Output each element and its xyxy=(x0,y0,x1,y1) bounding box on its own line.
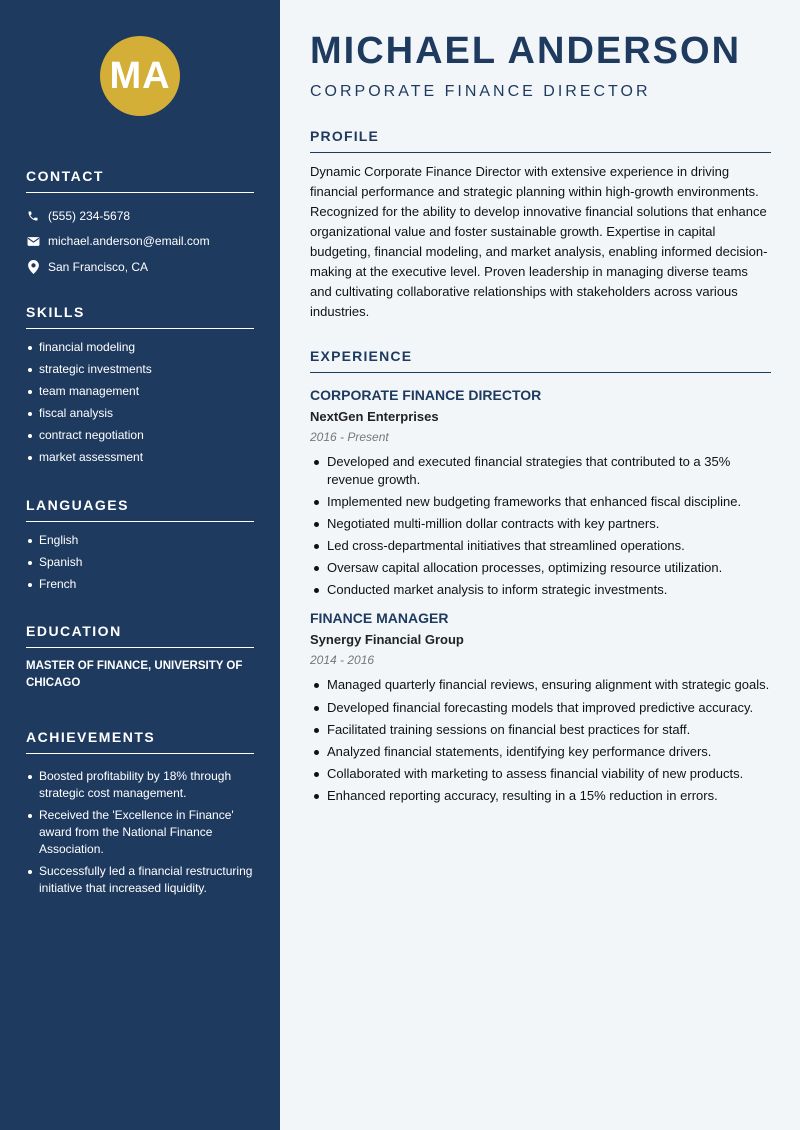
job-bullet: Oversaw capital allocation processes, optimizing resource utilization. xyxy=(310,559,771,577)
language-item: French xyxy=(26,576,254,593)
job-bullet: Conducted market analysis to inform strategic investments. xyxy=(310,581,771,599)
job-dates: 2014 - 2016 xyxy=(310,653,375,668)
skills-heading: SKILLS xyxy=(26,304,254,329)
achievement-item: Successfully led a financial restructuring initiative that increased liquidity. xyxy=(26,863,254,897)
location-icon xyxy=(26,260,40,274)
languages-section xyxy=(26,497,254,598)
education-heading: EDUCATION xyxy=(26,623,254,648)
achievements-section xyxy=(26,729,254,902)
profile-text: Dynamic Corporate Finance Director with extensive experience in driving financial performance and strategic planning within high-growth environments. Recognized for the ability to develop innovative financial solutions that enhance organizational value and foster sustainable growth. Expertise in capital budgeting, financial modeling, and market analysis, enabling informed decision-making at the executive level. Proven leadership in managing diverse teams and cultivating collaborative relationships with stakeholders across various industries. xyxy=(310,164,768,319)
skills-section xyxy=(26,304,254,471)
job-bullet: Analyzed financial statements, identifying key performance drivers. xyxy=(310,743,771,761)
job-bullet: Facilitated training sessions on financial best practices for staff. xyxy=(310,721,771,739)
job-dates: 2016 - Present xyxy=(310,430,389,444)
skill-item: fiscal analysis xyxy=(26,405,254,422)
job-bullet: Developed financial forecasting models that improved predictive accuracy. xyxy=(310,699,771,717)
job-title: FINANCE MANAGER xyxy=(310,610,449,627)
profile-heading: PROFILE xyxy=(310,128,771,153)
skill-item: strategic investments xyxy=(26,361,254,378)
achievement-item: Received the 'Excellence in Finance' award from the National Finance Association. xyxy=(26,807,254,858)
skill-item: team management xyxy=(26,383,254,400)
email-icon xyxy=(26,234,40,248)
company-name: Synergy Financial Group xyxy=(310,632,464,648)
job-bullet: Led cross-departmental initiatives that streamlined operations. xyxy=(310,537,771,555)
avatar-initials: MA xyxy=(100,36,180,116)
contact-text: San Francisco, CA xyxy=(48,259,149,274)
job-bullet: Enhanced reporting accuracy, resulting in a 15% reduction in errors. xyxy=(310,787,771,805)
job-bullet: Developed and executed financial strategies that contributed to a 35% revenue growth. xyxy=(310,453,771,488)
skill-item: market assessment xyxy=(26,449,254,466)
experience-section xyxy=(310,348,771,809)
job-title: CORPORATE FINANCE DIRECTOR xyxy=(310,387,542,403)
skill-item: financial modeling xyxy=(26,339,254,356)
profile-section xyxy=(310,128,771,322)
language-item: English xyxy=(26,532,254,549)
education-degree: MASTER OF FINANCE, UNIVERSITY OF CHICAGO xyxy=(26,660,243,689)
candidate-name: MICHAEL ANDERSON xyxy=(310,30,742,72)
job-entry xyxy=(310,387,771,598)
achievements-heading: ACHIEVEMENTS xyxy=(26,729,254,754)
job-bullet: Collaborated with marketing to assess financial viability of new products. xyxy=(310,765,771,783)
education-section xyxy=(26,623,254,692)
languages-heading: LANGUAGES xyxy=(26,497,254,522)
contact-text: michael.anderson@email.com xyxy=(48,234,210,249)
contact-text: (555) 234-5678 xyxy=(48,208,131,223)
job-bullet: Managed quarterly financial reviews, ensuring alignment with strategic goals. xyxy=(310,676,771,694)
job-bullet: Negotiated multi-million dollar contracts with key partners. xyxy=(310,515,771,533)
language-item: Spanish xyxy=(26,554,254,571)
skill-item: contract negotiation xyxy=(26,427,254,444)
job-bullet: Implemented new budgeting frameworks that enhanced fiscal discipline. xyxy=(310,493,771,511)
experience-heading: EXPERIENCE xyxy=(310,348,771,373)
contact-item-location xyxy=(26,254,254,280)
contact-item-phone xyxy=(26,203,254,229)
sidebar xyxy=(0,0,280,1130)
candidate-title: CORPORATE FINANCE DIRECTOR xyxy=(310,83,651,100)
achievement-item: Boosted profitability by 18% through strategic cost management. xyxy=(26,768,254,802)
contact-heading: CONTACT xyxy=(26,168,254,193)
contact-section xyxy=(26,168,254,280)
job-entry xyxy=(310,610,771,804)
company-name: NextGen Enterprises xyxy=(310,409,439,424)
phone-icon xyxy=(26,209,40,223)
contact-item-email xyxy=(26,229,254,255)
